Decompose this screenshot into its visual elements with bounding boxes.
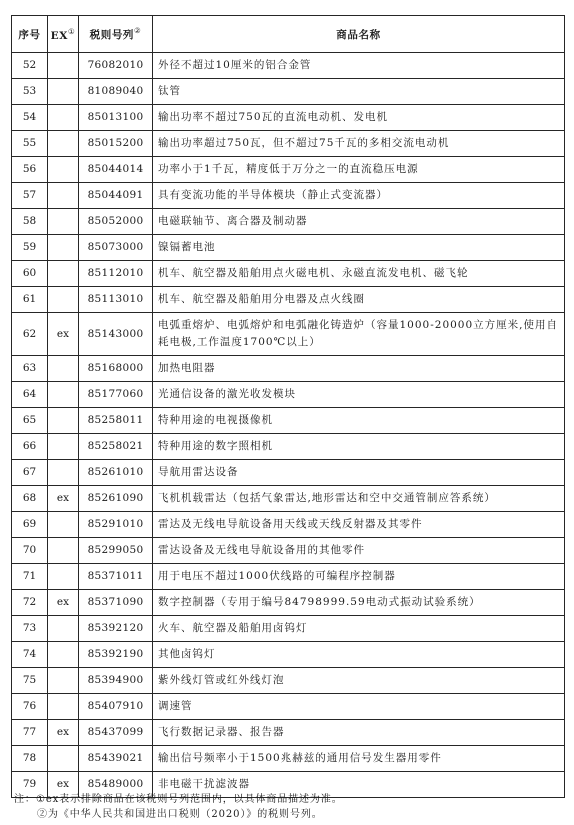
table-row bbox=[12, 590, 565, 616]
table-body bbox=[12, 53, 565, 798]
cell-tariff-code: 85489000 bbox=[79, 772, 153, 798]
cell-tariff-code: 85013100 bbox=[79, 105, 153, 131]
cell-tariff-code: 85143000 bbox=[79, 313, 153, 356]
cell-seq: 66 bbox=[12, 434, 48, 460]
header-ex-label: EX bbox=[50, 29, 69, 42]
cell-tariff-code: 81089040 bbox=[79, 79, 153, 105]
cell-seq: 55 bbox=[12, 131, 48, 157]
cell-product-name: 功率小于1千瓦，精度低于万分之一的直流稳压电源 bbox=[153, 157, 565, 183]
cell-seq: 72 bbox=[12, 590, 48, 616]
cell-tariff-code: 85291010 bbox=[79, 512, 153, 538]
cell-ex bbox=[48, 538, 79, 564]
cell-product-name: 特种用途的电视摄像机 bbox=[153, 408, 565, 434]
cell-seq: 73 bbox=[12, 616, 48, 642]
footnotes bbox=[14, 792, 564, 822]
tariff-table bbox=[11, 15, 565, 798]
table-row bbox=[12, 183, 565, 209]
header-seq-label: 序号 bbox=[18, 28, 41, 41]
cell-tariff-code: 85258011 bbox=[79, 408, 153, 434]
cell-seq: 67 bbox=[12, 460, 48, 486]
cell-product-name: 光通信设备的激光收发模块 bbox=[153, 382, 565, 408]
table-row bbox=[12, 408, 565, 434]
cell-ex bbox=[48, 382, 79, 408]
cell-tariff-code: 85044091 bbox=[79, 183, 153, 209]
table-row bbox=[12, 53, 565, 79]
cell-ex bbox=[48, 183, 79, 209]
cell-product-name: 具有变流功能的半导体模块（静止式变流器） bbox=[153, 183, 565, 209]
cell-product-name: 雷达及无线电导航设备用天线或天线反射器及其零件 bbox=[153, 512, 565, 538]
cell-ex bbox=[48, 746, 79, 772]
table-row bbox=[12, 538, 565, 564]
header-product-name-label: 商品名称 bbox=[336, 28, 381, 41]
header-tariff-code-footnote-mark: ② bbox=[134, 26, 142, 35]
cell-seq: 75 bbox=[12, 668, 48, 694]
cell-seq: 71 bbox=[12, 564, 48, 590]
table-row bbox=[12, 105, 565, 131]
cell-tariff-code: 85299050 bbox=[79, 538, 153, 564]
cell-ex: ex bbox=[48, 486, 79, 512]
cell-product-name: 用于电压不超过1000伏线路的可编程序控制器 bbox=[153, 564, 565, 590]
cell-product-name: 输出功率超过750瓦，但不超过75千瓦的多相交流电动机 bbox=[153, 131, 565, 157]
cell-seq: 77 bbox=[12, 720, 48, 746]
table-row bbox=[12, 746, 565, 772]
cell-ex bbox=[48, 512, 79, 538]
header-product-name bbox=[153, 16, 565, 53]
cell-seq: 68 bbox=[12, 486, 48, 512]
cell-ex bbox=[48, 131, 79, 157]
cell-seq: 65 bbox=[12, 408, 48, 434]
table-row bbox=[12, 287, 565, 313]
table-row bbox=[12, 157, 565, 183]
cell-tariff-code: 85168000 bbox=[79, 356, 153, 382]
cell-seq: 54 bbox=[12, 105, 48, 131]
table-row bbox=[12, 434, 565, 460]
cell-ex bbox=[48, 287, 79, 313]
cell-ex bbox=[48, 460, 79, 486]
cell-seq: 61 bbox=[12, 287, 48, 313]
table-row bbox=[12, 512, 565, 538]
cell-seq: 59 bbox=[12, 235, 48, 261]
cell-product-name: 火车、航空器及船舶用卤钨灯 bbox=[153, 616, 565, 642]
footnote-2: ②为《中华人民共和国进出口税则（2020）》的税则号列。 bbox=[37, 809, 323, 820]
cell-tariff-code: 85371090 bbox=[79, 590, 153, 616]
cell-tariff-code: 85392190 bbox=[79, 642, 153, 668]
table-row bbox=[12, 382, 565, 408]
table-row bbox=[12, 131, 565, 157]
table-row bbox=[12, 720, 565, 746]
cell-ex bbox=[48, 105, 79, 131]
cell-ex bbox=[48, 261, 79, 287]
table-row bbox=[12, 616, 565, 642]
cell-ex bbox=[48, 668, 79, 694]
cell-tariff-code: 85044014 bbox=[79, 157, 153, 183]
cell-tariff-code: 85112010 bbox=[79, 261, 153, 287]
cell-product-name: 飞行数据记录器、报告器 bbox=[153, 720, 565, 746]
cell-ex bbox=[48, 434, 79, 460]
cell-ex: ex bbox=[48, 720, 79, 746]
cell-seq: 58 bbox=[12, 209, 48, 235]
cell-ex: ex bbox=[48, 772, 79, 798]
cell-seq: 52 bbox=[12, 53, 48, 79]
cell-seq: 56 bbox=[12, 157, 48, 183]
table-row bbox=[12, 235, 565, 261]
header-ex bbox=[48, 16, 79, 53]
cell-seq: 69 bbox=[12, 512, 48, 538]
cell-ex bbox=[48, 157, 79, 183]
cell-product-name: 外径不超过10厘米的铝合金管 bbox=[153, 53, 565, 79]
cell-seq: 70 bbox=[12, 538, 48, 564]
cell-tariff-code: 85407910 bbox=[79, 694, 153, 720]
cell-ex bbox=[48, 356, 79, 382]
cell-product-name: 飞机机载雷达（包括气象雷达,地形雷达和空中交通管制应答系统） bbox=[153, 486, 565, 512]
cell-ex bbox=[48, 79, 79, 105]
footnotes-label: 注： bbox=[14, 794, 36, 805]
cell-product-name: 调速管 bbox=[153, 694, 565, 720]
cell-tariff-code: 85177060 bbox=[79, 382, 153, 408]
table-row bbox=[12, 79, 565, 105]
cell-ex: ex bbox=[48, 313, 79, 356]
cell-tariff-code: 85392120 bbox=[79, 616, 153, 642]
cell-product-name: 机车、航空器及船舶用点火磁电机、永磁直流发电机、磁飞轮 bbox=[153, 261, 565, 287]
cell-ex: ex bbox=[48, 590, 79, 616]
cell-product-name: 输出信号频率小于1500兆赫兹的通用信号发生器用零件 bbox=[153, 746, 565, 772]
cell-ex bbox=[48, 564, 79, 590]
cell-ex bbox=[48, 235, 79, 261]
table-header bbox=[12, 16, 565, 53]
cell-product-name: 电磁联轴节、离合器及制动器 bbox=[153, 209, 565, 235]
table-row bbox=[12, 694, 565, 720]
table-row bbox=[12, 313, 565, 356]
header-tariff-code-label: 税则号列 bbox=[89, 29, 135, 41]
cell-tariff-code: 85261010 bbox=[79, 460, 153, 486]
cell-ex bbox=[48, 616, 79, 642]
cell-product-name: 特种用途的数字照相机 bbox=[153, 434, 565, 460]
cell-seq: 57 bbox=[12, 183, 48, 209]
table-row bbox=[12, 356, 565, 382]
cell-product-name: 加热电阻器 bbox=[153, 356, 565, 382]
cell-product-name: 紫外线灯管或红外线灯泡 bbox=[153, 668, 565, 694]
cell-tariff-code: 85439021 bbox=[79, 746, 153, 772]
cell-ex bbox=[48, 53, 79, 79]
cell-seq: 63 bbox=[12, 356, 48, 382]
header-seq bbox=[12, 16, 48, 53]
table-row bbox=[12, 261, 565, 287]
cell-seq: 64 bbox=[12, 382, 48, 408]
header-row bbox=[12, 16, 565, 53]
cell-product-name: 钛管 bbox=[153, 79, 565, 105]
cell-product-name: 镍镉蓄电池 bbox=[153, 235, 565, 261]
cell-product-name: 其他卤钨灯 bbox=[153, 642, 565, 668]
cell-seq: 60 bbox=[12, 261, 48, 287]
cell-tariff-code: 85394900 bbox=[79, 668, 153, 694]
header-tariff-code bbox=[79, 16, 153, 53]
cell-seq: 76 bbox=[12, 694, 48, 720]
header-ex-footnote-mark: ① bbox=[68, 26, 76, 36]
table-row bbox=[12, 209, 565, 235]
cell-tariff-code: 85015200 bbox=[79, 131, 153, 157]
cell-tariff-code: 85371011 bbox=[79, 564, 153, 590]
cell-product-name: 雷达设备及无线电导航设备用的其他零件 bbox=[153, 538, 565, 564]
cell-tariff-code: 85261090 bbox=[79, 486, 153, 512]
cell-ex bbox=[48, 209, 79, 235]
cell-product-name: 数字控制器（专用于编号84798999.59电动式振动试验系统） bbox=[153, 590, 565, 616]
cell-product-name: 电弧重熔炉、电弧熔炉和电弧融化铸造炉（容量1000-20000立方厘米,使用自耗电极,工作温度1700℃以上） bbox=[153, 313, 565, 356]
cell-tariff-code: 85113010 bbox=[79, 287, 153, 313]
cell-tariff-code: 76082010 bbox=[79, 53, 153, 79]
cell-tariff-code: 85437099 bbox=[79, 720, 153, 746]
cell-tariff-code: 85258021 bbox=[79, 434, 153, 460]
cell-seq: 78 bbox=[12, 746, 48, 772]
cell-tariff-code: 85052000 bbox=[79, 209, 153, 235]
cell-product-name: 机车、航空器及船舶用分电器及点火线圈 bbox=[153, 287, 565, 313]
cell-seq: 62 bbox=[12, 313, 48, 356]
table-row bbox=[12, 564, 565, 590]
cell-ex bbox=[48, 408, 79, 434]
cell-product-name: 导航用雷达设备 bbox=[153, 460, 565, 486]
cell-product-name: 非电磁干扰滤波器 bbox=[153, 772, 565, 798]
table-row bbox=[12, 668, 565, 694]
table-row bbox=[12, 486, 565, 512]
cell-tariff-code: 85073000 bbox=[79, 235, 153, 261]
footnote-1: ①ex表示排除商品在该税则号列范围内，以具体商品描述为准。 bbox=[36, 794, 343, 805]
cell-seq: 74 bbox=[12, 642, 48, 668]
cell-seq: 53 bbox=[12, 79, 48, 105]
cell-product-name: 输出功率不超过750瓦的直流电动机、发电机 bbox=[153, 105, 565, 131]
cell-ex bbox=[48, 642, 79, 668]
table-row bbox=[12, 460, 565, 486]
cell-seq: 79 bbox=[12, 772, 48, 798]
table-row bbox=[12, 642, 565, 668]
cell-ex bbox=[48, 694, 79, 720]
